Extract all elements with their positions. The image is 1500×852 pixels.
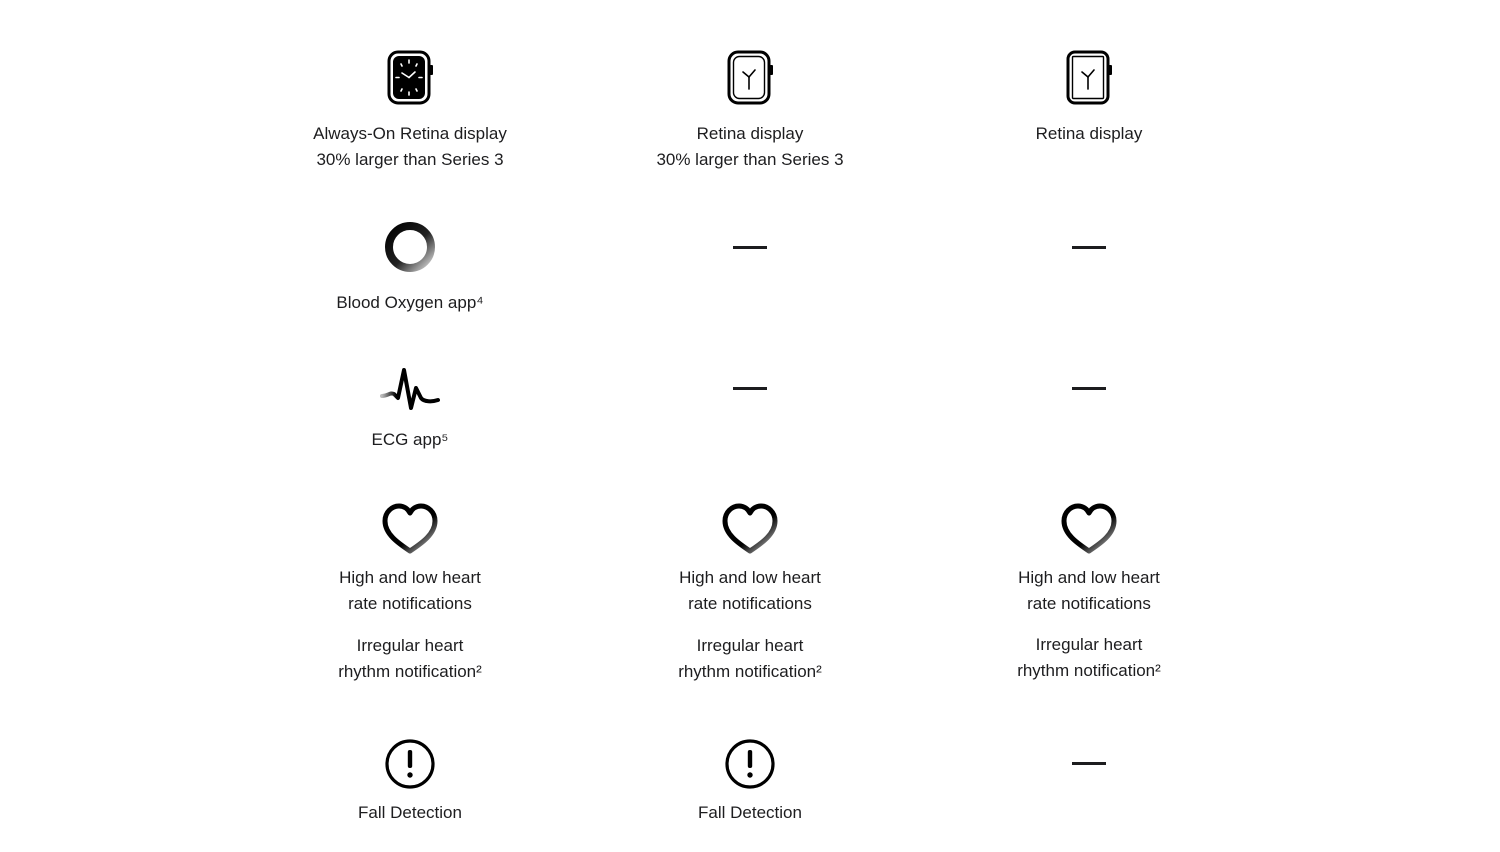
fall-detection-icon	[720, 734, 780, 794]
blood-oxygen-icon	[380, 217, 440, 277]
irregular-rhythm-line1: Irregular heart	[1035, 635, 1143, 654]
heart-rate-line1: High and low heart	[339, 568, 481, 587]
display-line1: Retina display	[696, 124, 804, 143]
dash-icon	[1072, 762, 1106, 765]
col1-ecg-cell	[260, 358, 560, 453]
col2-heart-cell	[600, 498, 900, 685]
heart-rate-line1: High and low heart	[1018, 568, 1160, 587]
col3-heart-cell	[939, 498, 1239, 684]
heart-icon	[720, 498, 780, 558]
col1-blood-oxygen-cell	[260, 217, 560, 316]
col3-display-cell	[939, 48, 1239, 147]
watch-retina-small-icon	[1059, 48, 1119, 108]
irregular-rhythm-line2: rhythm notification²	[1017, 661, 1161, 680]
irregular-rhythm-line1: Irregular heart	[356, 636, 464, 655]
ecg-label: ECG app⁵	[371, 430, 449, 449]
heart-icon	[380, 498, 440, 558]
heart-rate-line1: High and low heart	[679, 568, 821, 587]
dash-icon	[733, 387, 767, 390]
watch-retina-icon	[720, 48, 780, 108]
display-line1: Always-On Retina display	[313, 124, 507, 143]
col2-fall-cell	[600, 734, 900, 826]
fall-detection-label: Fall Detection	[698, 803, 802, 822]
col1-heart-cell	[260, 498, 560, 685]
blood-oxygen-label: Blood Oxygen app⁴	[336, 293, 484, 312]
dash-icon	[1072, 246, 1106, 249]
display-line1: Retina display	[1035, 124, 1143, 143]
dash-icon	[1072, 387, 1106, 390]
col2-display-cell	[600, 48, 900, 173]
watch-always-on-icon	[380, 48, 440, 108]
irregular-rhythm-line1: Irregular heart	[696, 636, 804, 655]
irregular-rhythm-line2: rhythm notification²	[678, 662, 822, 681]
irregular-rhythm-line2: rhythm notification²	[338, 662, 482, 681]
ecg-icon	[380, 358, 440, 418]
heart-rate-line2: rate notifications	[348, 594, 472, 613]
col1-display-cell	[260, 48, 560, 173]
col1-fall-cell	[260, 734, 560, 826]
fall-detection-icon	[380, 734, 440, 794]
heart-rate-line2: rate notifications	[1027, 594, 1151, 613]
display-line2: 30% larger than Series 3	[656, 150, 844, 169]
fall-detection-label: Fall Detection	[358, 803, 462, 822]
display-line2: 30% larger than Series 3	[316, 150, 504, 169]
heart-rate-line2: rate notifications	[688, 594, 812, 613]
heart-icon	[1059, 498, 1119, 558]
dash-icon	[733, 246, 767, 249]
